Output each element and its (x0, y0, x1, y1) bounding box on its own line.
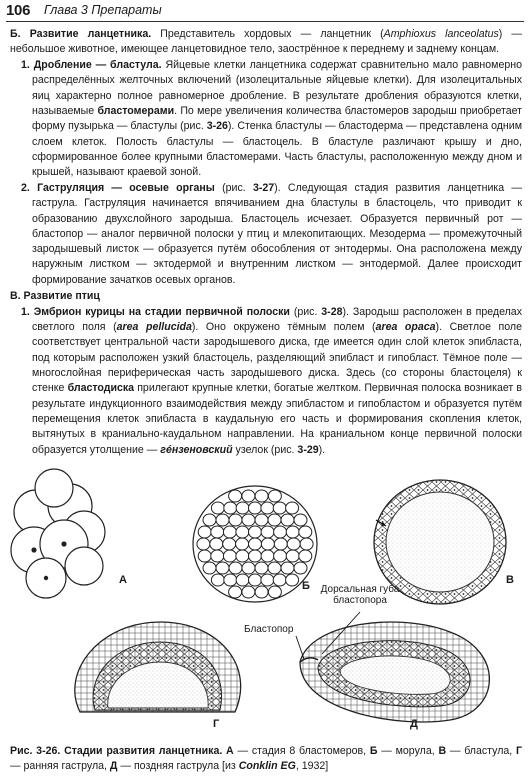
page-number: 106 (6, 2, 31, 19)
morula-cell (268, 490, 281, 502)
figure-drawings (0, 462, 530, 742)
caption-text: — ранняя гаструла, (10, 759, 110, 772)
morula-cell (281, 562, 294, 574)
morula-cell (223, 526, 236, 538)
morula-cell (294, 514, 307, 526)
morula-cell (281, 514, 294, 526)
morula-cell (268, 514, 281, 526)
morula-cell (229, 586, 242, 598)
figure-label-g: Г (213, 718, 220, 730)
drawing-a-blastomeres (11, 469, 105, 598)
morula-cell (203, 562, 216, 574)
section-v-title: Развитие птиц (23, 290, 100, 303)
section-b-text: Представитель хордовых — ланцетник ( (151, 28, 384, 40)
section-b-letter: Б. (10, 28, 21, 40)
morula-cell (216, 514, 229, 526)
morula-cell (242, 562, 255, 574)
caption-text: , 1932] (295, 759, 329, 772)
item-title: Дробление — бластула. (33, 59, 162, 72)
morula-cell (255, 562, 268, 574)
term: бластомерами (97, 104, 175, 117)
section-b-text: ) — небольшое животное, имеющее ланцетовидное тело, заострённое к переднему и заднему концам. (10, 28, 523, 56)
morula-cell (198, 550, 211, 562)
morula-cell (261, 538, 274, 550)
item-text: ). (318, 443, 326, 456)
morula-cell (236, 550, 249, 562)
annotation-blastopore: Бластопор (244, 624, 294, 635)
morula-cell (210, 538, 223, 550)
item-number: 1. (21, 59, 30, 72)
morula-cell (274, 550, 287, 562)
item-number: 2. (21, 181, 30, 194)
morula-cell (223, 538, 236, 550)
morula-cell (300, 538, 313, 550)
drawing-g-early-gastrula (75, 622, 241, 712)
caption-text: — морула, (377, 745, 439, 757)
morula-cell (236, 538, 249, 550)
item-chick-paragraph (10, 305, 522, 458)
item-title: Гаструляция — осевые органы (37, 181, 215, 194)
caption-source: Conklin EG (238, 759, 296, 772)
caption-key: Д (109, 759, 118, 772)
caption-text: — стадия 8 бластомеров, (233, 745, 370, 757)
body-text (10, 27, 522, 458)
morula-cell (236, 502, 249, 514)
morula-cell (255, 586, 268, 598)
figure-label-v: В (506, 574, 514, 586)
morula-cell (229, 514, 242, 526)
morula-cell (273, 502, 286, 514)
morula-cell (273, 574, 286, 586)
item-text: ). Следующая стадия развития ланцетника — гаструла. Гаструляция начинается впячиванием дна бластулы в бластоцель, что приводит к образованию двухслойного зародыша. Бластоцель исчезает. Образуется первичный рот — бластопор — аналог первичной полоски у птиц и млекопитающих. Мезодерма — промежуточный зародышевый листок — образуется путём обособления от энтодермы. Она расположена между наружным листком — эктодермой и внутренним листком — энтодермой. Далее происходит формирование зачатков осевых органов. (32, 181, 522, 286)
morula-cell (255, 490, 268, 502)
item-text: ). Зародыш расположен в пределах светлого поля ( (32, 305, 522, 334)
morula-cell (203, 514, 216, 526)
drawing-d-late-gastrula (300, 622, 489, 722)
morula-cell (286, 550, 299, 562)
caption-lead: Рис. 3-26. Стадии развития ланцетника. (10, 745, 223, 757)
morula-cell (211, 574, 224, 586)
section-v-letter: В. (10, 290, 21, 303)
latin-term: area pellucida (116, 321, 192, 334)
item-title: Эмбрион курицы на стадии первичной полоски (33, 305, 290, 318)
section-b-paragraph (10, 27, 522, 58)
chapter-title: Глава 3 Препараты (44, 3, 162, 17)
morula-cell (249, 526, 262, 538)
term: бластодиска (67, 382, 135, 395)
section-b-title: Развитие ланцетника. (29, 28, 152, 40)
figure-label-b: Б (302, 580, 310, 592)
item-text: прилегают крупные клетки, богатые желтком. Первичная полоска возникает в результате индукционного взаимодействия между эпибластом и гипобластом и образуется путём перемещения клеток эпибласта в каудальную его часть и формирования скопления клеток, вытянутых в краниально-каудальном направлении. На краниальном конце первичной полоски образуется утолщение — (32, 382, 522, 456)
figure-ref: 3-26 (206, 120, 228, 133)
item-text: (рис. (214, 181, 253, 194)
morula-cell (286, 502, 299, 514)
caption-key: Г (516, 745, 523, 757)
morula-cell (249, 550, 262, 562)
morula-cell (261, 574, 274, 586)
caption-key: Б (369, 745, 378, 757)
morula-cell (224, 502, 237, 514)
morula-cell (268, 562, 281, 574)
figure-3-26 (0, 462, 530, 742)
morula-cell (216, 562, 229, 574)
figure-ref: 3-27 (252, 181, 275, 194)
item-cleavage-paragraph (10, 58, 522, 180)
morula-cell (274, 538, 287, 550)
morula-cell (261, 526, 274, 538)
latin-term: Amphioxus lanceolatus (383, 28, 499, 40)
morula-cell (211, 550, 224, 562)
item-text: Яйцевые клетки ланцетника содержат сравнительно мало равномерно распределённых желточных включений (изолецитальные яйцевые клетки). Для изолецитальных яиц характерно полное равномерное дробление. В результате дробления образуются клетки, называемые (32, 59, 522, 117)
morula-cell (255, 514, 268, 526)
morula-cell (198, 526, 211, 538)
morula-cell (294, 562, 307, 574)
figure-ref: 3-28 (321, 305, 343, 318)
figure-caption (10, 744, 522, 773)
caption-text: — поздняя гаструла [из (117, 759, 239, 772)
morula-cell (249, 502, 262, 514)
morula-cell (197, 538, 210, 550)
morula-cell (242, 586, 255, 598)
morula-cell (299, 550, 312, 562)
morula-cell (229, 562, 242, 574)
morula-cell (274, 526, 287, 538)
morula-cell (268, 586, 281, 598)
drawing-b-morula (193, 486, 317, 602)
morula-cell (286, 574, 299, 586)
figure-ref: 3-29 (297, 443, 319, 456)
morula-cell (211, 502, 224, 514)
morula-cell (211, 526, 224, 538)
annotation-dorsal-lip: Дорсальная губа бластопора (320, 584, 400, 606)
item-text: ). Стенка бластулы — бластодерма — представлена одним слоем клеток. Полость бластулы — бластоцель. В бластуле различают крышу и дно, сформированное более крупными бластомерами. Часть бластулы, расположенную между дном и крышей, называют краевой зоной. (32, 120, 522, 179)
page-header (6, 2, 524, 22)
item-text: ). Светлое поле соответствует центральной части зародышевого диска, где имеется один слой клеток эпибласта, под которым расположен узкий бластоцель, разделяющий эпибласт и гипобласт. Тёмное поле — многослойная периферическая часть зародышевого диска. Здесь (со стороны бластоцеля) к стенке (32, 321, 522, 395)
morula-cell (224, 574, 237, 586)
header-rule (6, 21, 524, 22)
morula-cell (261, 502, 274, 514)
morula-cell (242, 490, 255, 502)
morula-cell (287, 538, 300, 550)
morula-cell (236, 526, 249, 538)
morula-cell (249, 574, 262, 586)
latin-term: area opaca (375, 321, 436, 334)
item-text: . По мере увеличения количества бластомеров зародыш приобретает форму пузырька — бластулы (рис. (32, 104, 522, 133)
morula-cell (286, 526, 299, 538)
term: гéнзеновский (160, 443, 233, 456)
morula-cell (223, 550, 236, 562)
morula-cell (229, 490, 242, 502)
item-text: (рис. (289, 305, 322, 318)
caption-key: А (226, 745, 234, 757)
item-text: узелок (рис. (232, 443, 298, 456)
item-gastrulation-paragraph (10, 181, 522, 288)
item-number: 1. (21, 305, 30, 318)
morula-cell (236, 574, 249, 586)
caption-key: В (438, 745, 447, 757)
caption-text: — бластула, (446, 745, 516, 757)
morula-cell (261, 550, 274, 562)
morula-cell (242, 514, 255, 526)
item-text: ). Оно окружено тёмным полем ( (191, 321, 376, 334)
morula-cell (299, 526, 312, 538)
section-v-heading (10, 289, 522, 304)
figure-label-a: А (119, 574, 127, 586)
morula-cell (249, 538, 262, 550)
figure-label-d: Д (410, 718, 418, 730)
